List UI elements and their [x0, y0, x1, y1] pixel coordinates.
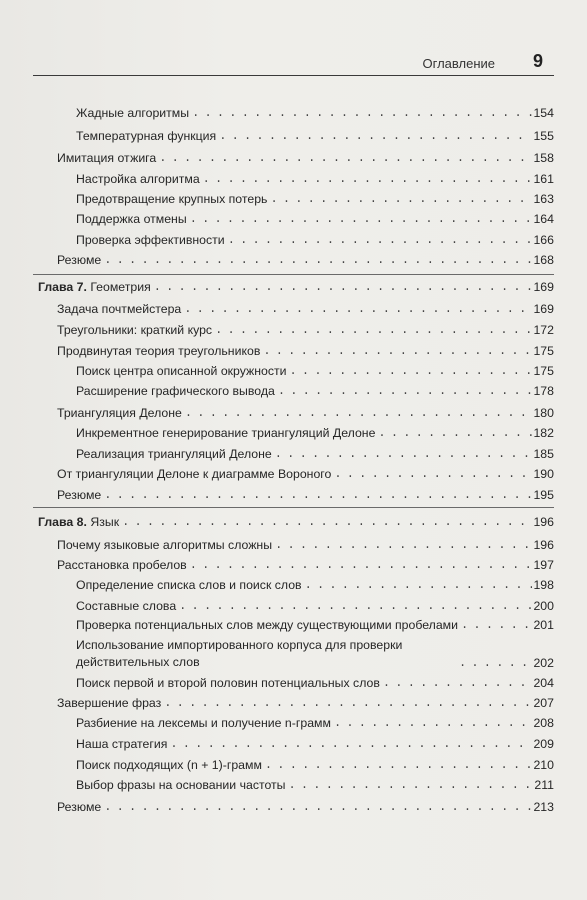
toc-entry-page: 195 [533, 488, 554, 502]
toc-chapter [38, 514, 554, 530]
toc-entry-title: Резюме [57, 253, 102, 267]
toc-entry [57, 695, 554, 711]
leader-dots [263, 343, 532, 359]
chapter-separator [33, 274, 554, 275]
toc-entry-title: Проверка потенциальных слов между существующими пробелами [76, 618, 459, 632]
toc-entry [76, 757, 554, 773]
toc-entry-page: 161 [533, 172, 554, 186]
leader-dots [275, 446, 533, 462]
leader-dots [334, 715, 533, 731]
toc-entry-page: 196 [533, 538, 554, 552]
toc-entry-title: Наша стратегия [76, 737, 168, 751]
toc-entry [57, 301, 554, 317]
leader-dots [190, 211, 533, 227]
leader-dots [203, 171, 533, 187]
toc-entry-page: 202 [533, 656, 554, 670]
toc-entry-title: Треугольники: краткий курс [57, 323, 213, 337]
toc-entry [76, 617, 554, 633]
toc-entry-title: Реализация триангуляций Делоне [76, 447, 272, 461]
toc-entry-page: 207 [533, 696, 554, 710]
toc-entry-page: 209 [533, 737, 554, 751]
toc-entry [76, 598, 554, 614]
leader-dots [184, 301, 532, 317]
toc-entry-title: Определение списка слов и поиск слов [76, 578, 302, 592]
toc-entry-page: 185 [533, 447, 554, 461]
chapter-label: Глава 7. [38, 280, 87, 294]
toc-entry-page: 155 [533, 129, 554, 143]
toc-entry-title: Настройка алгоритма [76, 172, 200, 186]
page-number: 9 [532, 51, 543, 71]
leader-dots [190, 557, 533, 573]
toc-entry-title: Имитация отжига [57, 151, 157, 165]
toc-entry-title: Составные слова [76, 599, 177, 613]
toc-entry [76, 383, 554, 399]
toc-entry-page: 201 [533, 618, 554, 632]
toc-entry-title: Разбиение на лексемы и получение n-грамм [76, 716, 331, 730]
toc-entry [57, 252, 554, 268]
toc-entry-title: Расстановка пробелов [57, 558, 187, 572]
toc-entry [57, 466, 554, 482]
toc-entry-title: Резюме [57, 488, 102, 502]
toc-entry-page: 166 [533, 233, 554, 247]
toc-entry-page: 198 [533, 578, 554, 592]
leader-dots [164, 695, 532, 711]
leader-dots [461, 617, 532, 633]
chapter-separator [33, 507, 554, 508]
toc-entry-page: 213 [533, 800, 554, 814]
leader-dots [185, 405, 533, 421]
toc-entry [76, 425, 554, 441]
toc-entry [76, 211, 554, 227]
toc-entry [76, 736, 554, 752]
toc-entry [57, 343, 554, 359]
leader-dots [383, 675, 533, 691]
toc-entry-page: 158 [533, 151, 554, 165]
toc-entry-title: Температурная функция [76, 129, 217, 143]
toc-entry [76, 446, 554, 462]
toc-entry [57, 150, 554, 166]
toc-entry-page: 196 [533, 515, 554, 529]
toc-entry [76, 715, 554, 731]
toc-entry-page: 163 [533, 192, 554, 206]
toc-entry [57, 537, 554, 553]
toc-entry-page: 178 [533, 384, 554, 398]
leader-dots [378, 425, 532, 441]
toc-entry-page: 169 [533, 280, 554, 294]
toc-entry [76, 128, 554, 144]
leader-dots [179, 598, 532, 614]
leader-dots [154, 279, 533, 295]
toc-entry-title: Поиск первой и второй половин потенциальных слов [76, 676, 380, 690]
toc-entry-title: Поиск центра описанной окружности [76, 364, 287, 378]
chapter-label: Глава 8. [38, 515, 87, 529]
leader-dots [305, 577, 533, 593]
leader-dots [289, 777, 534, 793]
toc-entry-page: 210 [533, 758, 554, 772]
toc-entry-title: Резюме [57, 800, 102, 814]
toc-entry-page: 175 [533, 344, 554, 358]
toc-entry-page: 204 [533, 676, 554, 690]
toc-entry [57, 557, 554, 573]
toc-entry-title: Использование импортированного корпуса для проверки действительных слов [76, 638, 403, 669]
toc-entry [57, 487, 554, 503]
toc-entry-title: От триангуляции Делоне к диаграмме Вороного [57, 467, 332, 481]
leader-dots [122, 514, 532, 530]
leader-dots [228, 232, 533, 248]
toc-entry-page: 172 [533, 323, 554, 337]
toc-entry-page: 154 [533, 106, 554, 120]
toc-entry-page: 169 [533, 302, 554, 316]
toc-entry [57, 405, 554, 421]
toc-entry-page: 200 [533, 599, 554, 613]
leader-dots [265, 757, 533, 773]
toc-entry-page: 175 [533, 364, 554, 378]
leader-dots [170, 736, 532, 752]
toc-entry-title: Завершение фраз [57, 696, 162, 710]
toc-entry [76, 105, 554, 121]
toc-entry-page: 168 [533, 253, 554, 267]
toc-entry-title: Инкрементное генерирование триангуляций Делоне [76, 426, 376, 440]
toc-entry [76, 777, 554, 793]
toc-entry-title: Триангуляция Делоне [57, 406, 182, 420]
toc-entry-title: Жадные алгоритмы [76, 106, 190, 120]
toc-entry [57, 799, 554, 815]
leader-dots [334, 466, 532, 482]
toc-chapter [38, 279, 554, 295]
toc-entry-page: 190 [533, 467, 554, 481]
toc-entry-title: Задача почтмейстера [57, 302, 182, 316]
toc-entry-page: 182 [533, 426, 554, 440]
toc-entry-title: Продвинутая теория треугольников [57, 344, 261, 358]
leader-dots [459, 655, 532, 671]
leader-dots [290, 363, 533, 379]
leader-dots [275, 537, 532, 553]
toc-entry-title: Геометрия [90, 280, 151, 294]
leader-dots [192, 105, 532, 121]
leader-dots [215, 322, 532, 338]
toc-entry-title: Поиск подходящих (n + 1)-грамм [76, 758, 262, 772]
toc-entry [76, 675, 554, 691]
toc-entry [76, 191, 554, 207]
toc-entry-title: Расширение графического вывода [76, 384, 275, 398]
leader-dots [104, 799, 532, 815]
toc-entry-title: Выбор фразы на основании частоты [76, 778, 286, 792]
leader-dots [104, 252, 532, 268]
toc-entry [76, 363, 554, 379]
toc-entry [76, 171, 554, 187]
toc-entry-title: Почему языковые алгоритмы сложны [57, 538, 273, 552]
toc-entry [76, 577, 554, 593]
toc-entry-title: Проверка эффективности [76, 233, 225, 247]
toc-entry-title: Поддержка отмены [76, 212, 187, 226]
toc-entry-page: 211 [534, 778, 554, 792]
leader-dots [219, 128, 532, 144]
toc-entry-title: Предотвращение крупных потерь [76, 192, 268, 206]
leader-dots [270, 191, 532, 207]
toc-entry-page: 180 [533, 406, 554, 420]
leader-dots [278, 383, 533, 399]
toc-entry-page: 208 [533, 716, 554, 730]
toc-entry-page: 164 [533, 212, 554, 226]
toc-entry-page: 197 [533, 558, 554, 572]
toc-entry [76, 232, 554, 248]
section-title: Оглавление [422, 56, 495, 71]
leader-dots [104, 487, 532, 503]
leader-dots [159, 150, 532, 166]
toc-entry [57, 322, 554, 338]
toc-entry [76, 637, 554, 671]
toc-entry-title: Язык [90, 515, 120, 529]
